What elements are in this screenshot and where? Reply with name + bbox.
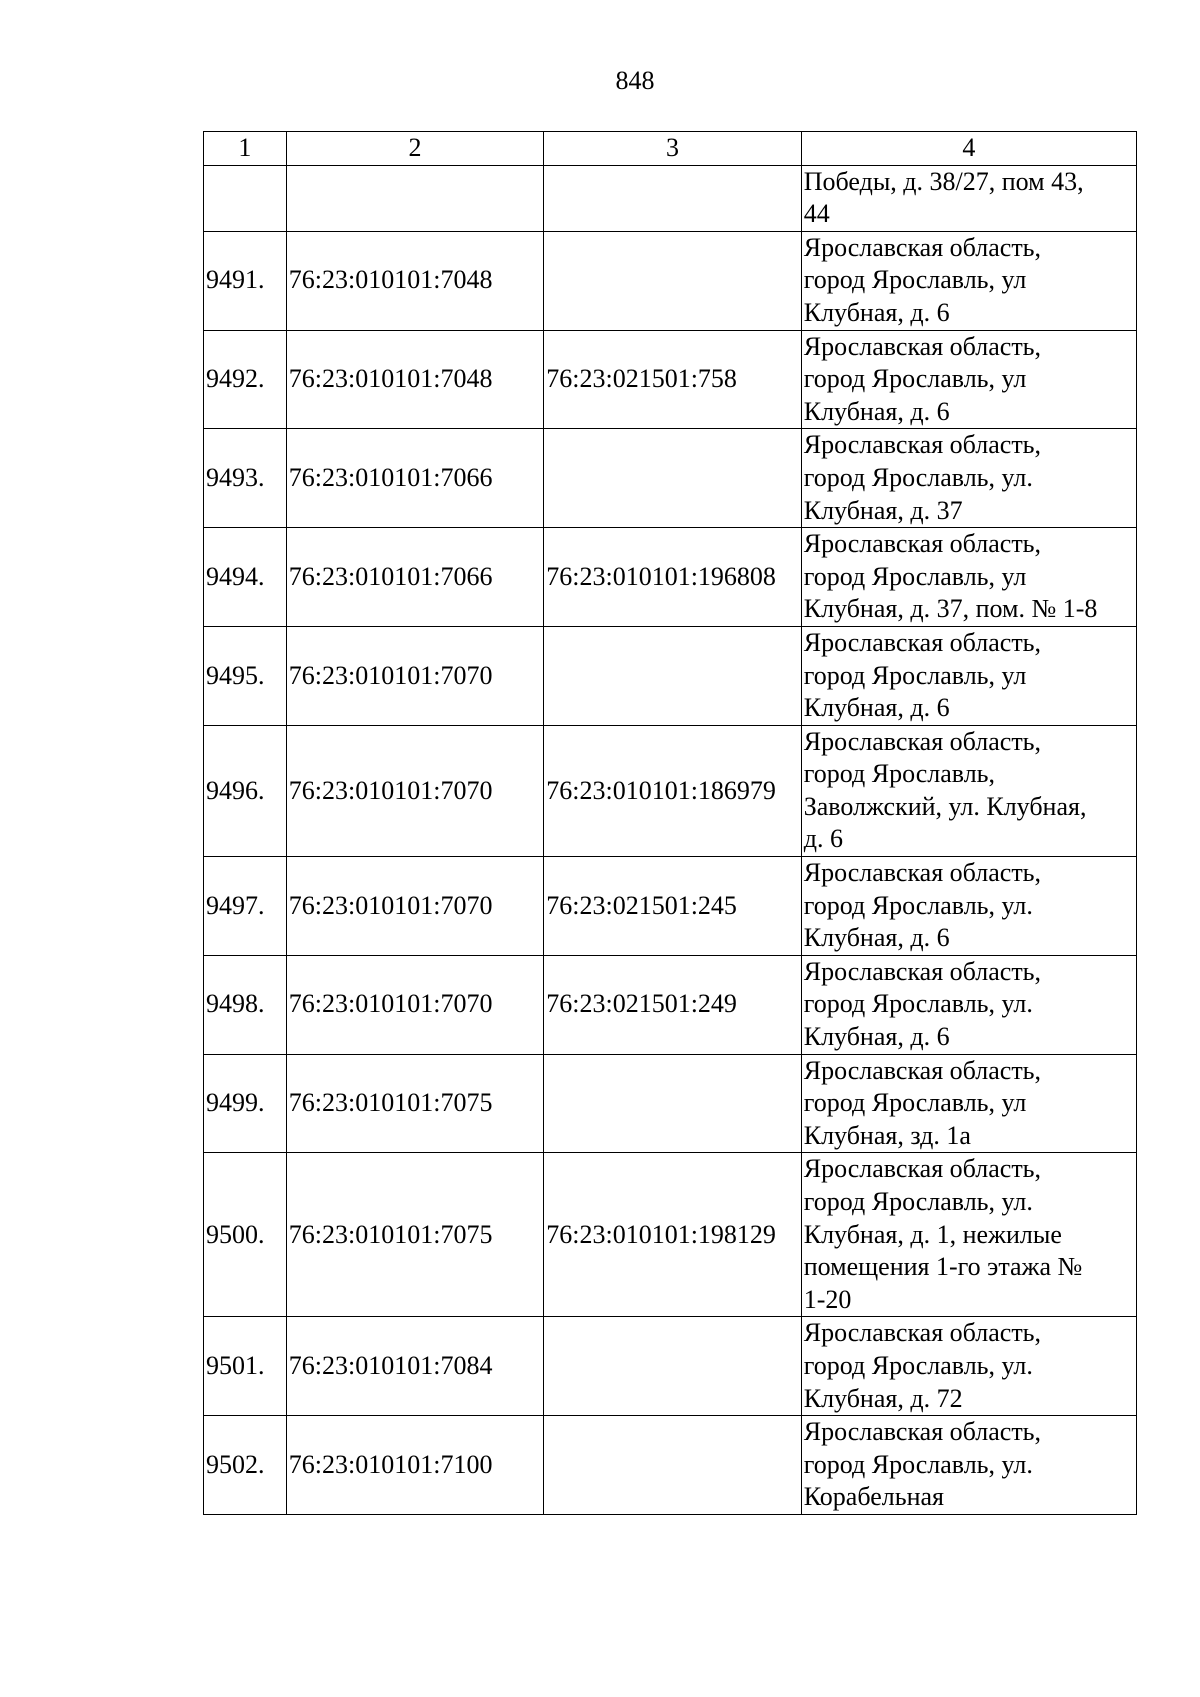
address-line: Ярославская область, [803,529,1042,559]
cadastral-number-cell: 76:23:010101:7070 [286,955,543,1054]
address-line: Ярославская область, [803,1318,1042,1348]
cadastral-number-cell: 76:23:010101:7048 [286,231,543,330]
row-number-cell: 9495. [204,626,287,725]
address-line: город Ярославль, [803,759,996,789]
column-header-1: 1 [204,132,287,166]
address-cell [801,857,1136,956]
object-number-cell [544,1317,801,1416]
address-line: Клубная, д. 6 [803,1022,950,1052]
cadastral-number-cell: 76:23:010101:7070 [286,725,543,856]
cadastral-number-cell: 76:23:010101:7100 [286,1416,543,1515]
address-line: Клубная, д. 6 [803,693,950,723]
address-line: Клубная, д. 37, пом. № 1-8 [803,594,1098,624]
address-line: помещения 1-го этажа № [803,1252,1083,1282]
address-line: Клубная, д. 6 [803,396,950,426]
address-line: Клубная, д. 6 [803,297,950,327]
table-row [204,857,1137,956]
table-row [204,528,1137,627]
address-line: город Ярославль, ул. [803,890,1033,920]
table-row [204,1317,1137,1416]
object-number-cell [544,1054,801,1153]
address-cell [801,429,1136,528]
table-header-row [204,132,1137,166]
cadastral-number-cell: 76:23:010101:7075 [286,1054,543,1153]
cadastral-number-cell: 76:23:010101:7084 [286,1317,543,1416]
address-line: Ярославская область, [803,430,1042,460]
address-line: город Ярославль, ул [803,561,1027,591]
object-number-cell: 76:23:010101:198129 [544,1153,801,1317]
object-number-cell [544,626,801,725]
row-number-cell: 9502. [204,1416,287,1515]
cadastral-number-cell [286,165,543,231]
address-line: город Ярославль, ул [803,364,1027,394]
row-number-cell: 9499. [204,1054,287,1153]
address-line: город Ярославль, ул [803,265,1027,295]
address-line: Ярославская область, [803,1154,1042,1184]
address-line: город Ярославль, ул. [803,462,1033,492]
address-cell [801,1054,1136,1153]
object-number-cell [544,429,801,528]
cadastral-number-cell: 76:23:010101:7070 [286,626,543,725]
address-cell [801,955,1136,1054]
address-line: Ярославская область, [803,956,1042,986]
address-cell [801,231,1136,330]
address-line: Ярославская область, [803,232,1042,262]
column-header-2: 2 [286,132,543,166]
address-cell [801,528,1136,627]
object-number-cell [544,165,801,231]
row-number-cell: 9498. [204,955,287,1054]
address-line: Клубная, зд. 1а [803,1120,971,1150]
object-number-cell [544,1416,801,1515]
row-number-cell: 9493. [204,429,287,528]
row-number-cell: 9500. [204,1153,287,1317]
address-line: Ярославская область, [803,858,1042,888]
row-number-cell: 9501. [204,1317,287,1416]
table-row [204,231,1137,330]
cadastral-number-cell: 76:23:010101:7075 [286,1153,543,1317]
address-line: Ярославская область, [803,1417,1042,1447]
object-number-cell: 76:23:010101:186979 [544,725,801,856]
address-line: Заволжский, ул. Клубная, [803,791,1087,821]
object-number-cell: 76:23:021501:245 [544,857,801,956]
address-line: Клубная, д. 6 [803,923,950,953]
object-number-cell: 76:23:021501:758 [544,330,801,429]
address-cell [801,330,1136,429]
table-row [204,429,1137,528]
address-line: Клубная, д. 72 [803,1383,963,1413]
object-number-cell: 76:23:021501:249 [544,955,801,1054]
table-row [204,955,1137,1054]
address-line: город Ярославль, ул. [803,1449,1033,1479]
table-row [204,626,1137,725]
row-number-cell [204,165,287,231]
object-number-cell: 76:23:010101:196808 [544,528,801,627]
table-row [204,725,1137,856]
address-line: 1-20 [803,1284,852,1314]
address-line: Ярославская область, [803,1055,1042,1085]
row-number-cell: 9491. [204,231,287,330]
address-cell [801,1317,1136,1416]
row-number-cell: 9494. [204,528,287,627]
address-line: д. 6 [803,824,843,854]
address-line: Ярославская область, [803,726,1042,756]
cadastral-number-cell: 76:23:010101:7066 [286,429,543,528]
page-number: 848 [615,66,655,95]
address-cell [801,626,1136,725]
address-line: Победы, д. 38/27, пом 43, [803,166,1084,196]
address-line: Ярославская область, [803,627,1042,657]
address-cell [801,1153,1136,1317]
cadastral-number-cell: 76:23:010101:7070 [286,857,543,956]
registry-table [203,131,1137,1515]
cadastral-number-cell: 76:23:010101:7048 [286,330,543,429]
address-line: 44 [803,199,830,229]
object-number-cell [544,231,801,330]
table-row [204,1416,1137,1515]
table-row [204,1054,1137,1153]
address-line: Корабельная [803,1482,944,1512]
address-line: город Ярославль, ул [803,660,1027,690]
address-line: город Ярославль, ул. [803,989,1033,1019]
row-number-cell: 9496. [204,725,287,856]
address-line: город Ярославль, ул [803,1088,1027,1118]
row-number-cell: 9497. [204,857,287,956]
table-row [204,1153,1137,1317]
table-row [204,165,1137,231]
address-cell [801,725,1136,856]
address-line: Ярославская область, [803,331,1042,361]
address-cell [801,165,1136,231]
table-body [204,165,1137,1514]
column-header-3: 3 [544,132,801,166]
address-line: город Ярославль, ул. [803,1350,1033,1380]
address-line: город Ярославль, ул. [803,1187,1033,1216]
column-header-4: 4 [801,132,1136,166]
address-line: Клубная, д. 1, нежилые [803,1219,1062,1249]
address-cell [801,1416,1136,1515]
row-number-cell: 9492. [204,330,287,429]
address-line: Клубная, д. 37 [803,495,963,525]
table-row [204,330,1137,429]
cadastral-number-cell: 76:23:010101:7066 [286,528,543,627]
